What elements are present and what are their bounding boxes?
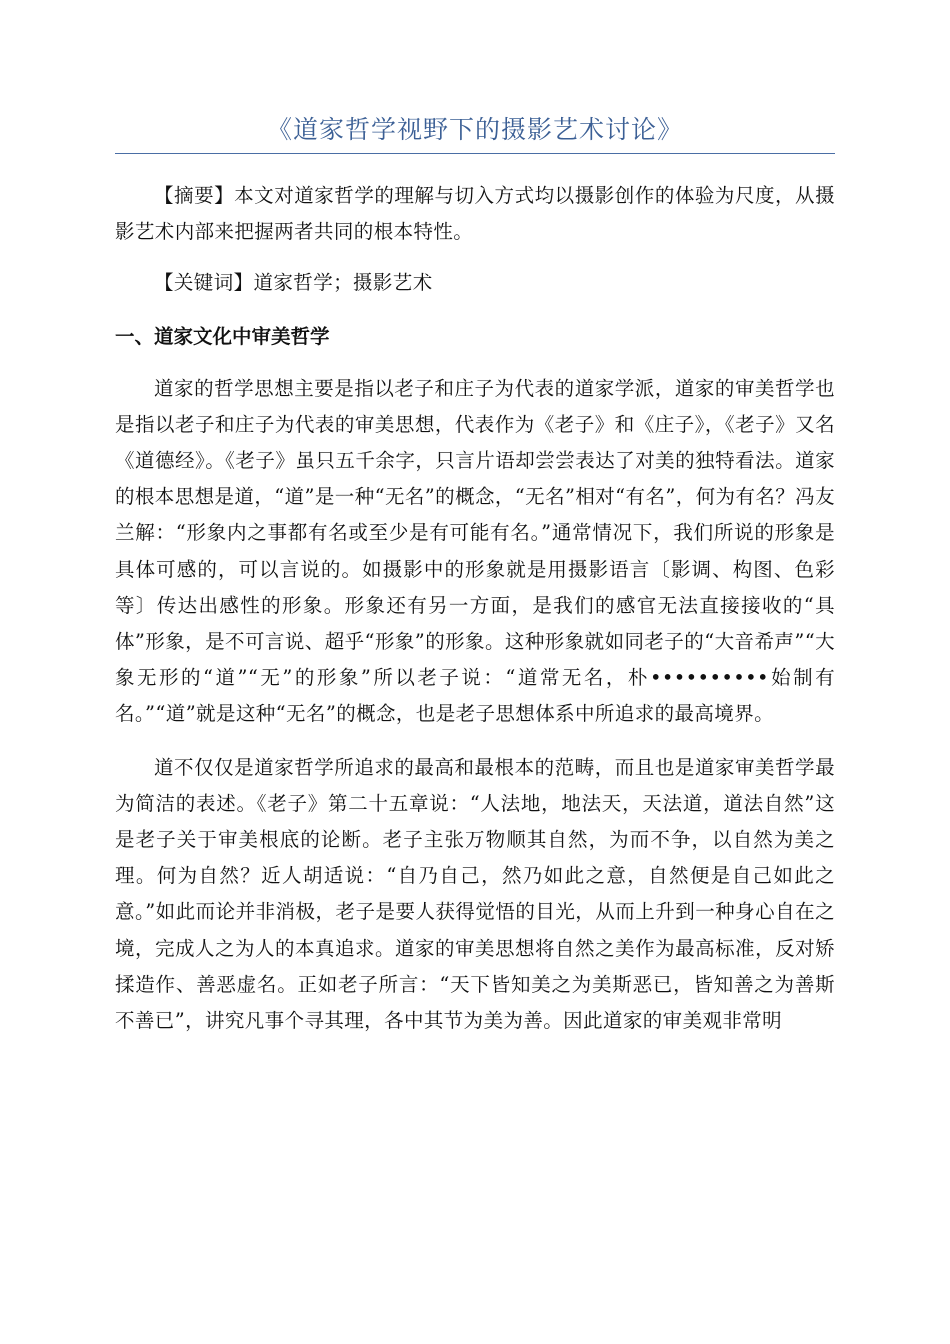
document-body — [115, 178, 835, 1056]
document-title: 《道家哲学视野下的摄影艺术讨论》 — [266, 115, 683, 144]
body-paragraph-1: 道家的哲学思想主要是指以老子和庄子为代表的道家学派，道家的审美哲学也是指以老子和庄子为代表的审美思想，代表作为《老子》和《庄子》，《老子》又名《道德经》。《老子》虽只五千余字，只言片语却尝尝表达了对美的独特看法。道家的根本思想是道，“道”是一种“无名”的概念，“无名”相对“有名”，何为有名？冯友兰解：“形象内之事都有名或至少是有可能有名。”通常情况下，我们所说的形象是具体可感的，可以言说的。如摄影中的形象就是用摄影语言〔影调、构图、色彩等〕传达出感性的形象。形象还有另一方面，是我们的感官无法直接接收的“具体”形象，是不可言说、超乎“形象”的形象。这种形象就如同老子的“大音希声”“大象无形的“道”“无”的形象”所以老子说：“道常无名，朴••••••••••始制有名。”“道”就是这种“无名”的概念，也是老子思想体系中所追求的最高境界。 — [115, 376, 835, 726]
abstract-paragraph: 【摘要】本文对道家哲学的理解与切入方式均以摄影创作的体验为尺度，从摄影艺术内部来把握两者共同的根本特性。 — [115, 184, 835, 244]
section-heading: 一、道家文化中审美哲学 — [115, 324, 330, 348]
title-underline — [115, 153, 835, 154]
body-paragraph-2: 道不仅仅是道家哲学所追求的最高和最根本的范畴，而且也是道家审美哲学最为简洁的表述。《老子》第二十五章说：“人法地，地法天，天法道，道法自然”这是老子关于审美根底的论断。老子主张万物顺其自然，为而不争，以自然为美之理。何为自然？近人胡适说：“自乃自己，然乃如此之意，自然便是自己如此之意。”如此而论并非消极，老子是要人获得觉悟的目光，从而上升到一种身心自在之境，完成人之为人的本真追求。道家的审美思想将自然之美作为最高标准，反对矫揉造作、善恶虚名。正如老子所言：“天下皆知美之为美斯恶已，皆知善之为善斯不善已”，讲究凡事个寻其理，各中其节为美为善。因此道家的审美观非常明 — [115, 755, 835, 1033]
keywords-paragraph: 【关键词】道家哲学；摄影艺术 — [154, 271, 433, 295]
